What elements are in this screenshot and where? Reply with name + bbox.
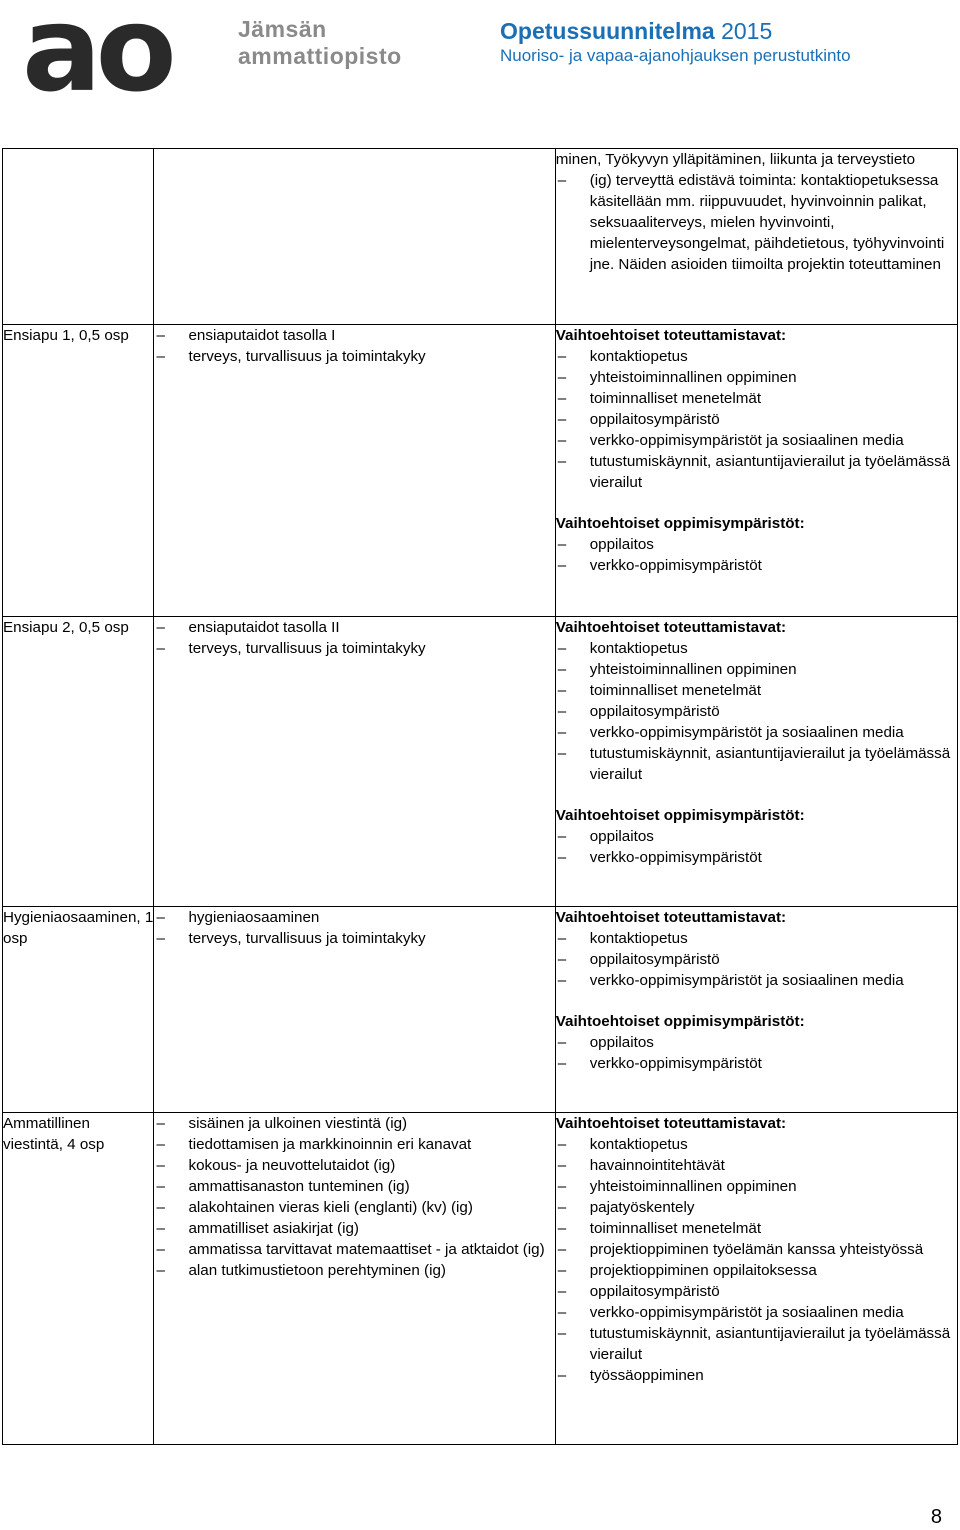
list-item: – oppilaitosympäristö <box>556 409 957 430</box>
list-item: – yhteistoiminnallinen oppiminen <box>556 367 957 388</box>
list-item: – hygieniaosaaminen <box>154 907 554 928</box>
list-item: – (ig) terveyttä edistävä toiminta: kontaktiopetuksessa käsitellään mm. riippuvuudet, hyvinvoinnin palikat, seksuaaliterveys, mielen hyvinvointi, mielenterveysongelmat, päihdetietous, työhyvinvointi jne. Näiden asioiden tiimoilta projektin toteuttaminen <box>556 170 957 275</box>
environments-heading: Vaihtoehtoiset oppimisympäristöt: <box>555 515 805 532</box>
methods-heading: Vaihtoehtoiset toteuttamistavat: <box>555 909 787 926</box>
list-item: – sisäinen ja ulkoinen viestintä (ig) <box>154 1113 554 1134</box>
list-item: – toiminnalliset menetelmät <box>556 1218 957 1239</box>
module-name: Hygieniaosaaminen, 1 osp <box>3 907 154 1113</box>
logo-text <box>238 16 402 70</box>
list-item: – ammatissa tarvittavat matemaattiset - ja atktaidot (ig) <box>154 1239 554 1260</box>
list-item: – pajatyöskentely <box>556 1197 957 1218</box>
table-row <box>3 325 958 617</box>
list-item: – verkko-oppimisympäristöt ja sosiaalinen media <box>556 970 957 991</box>
list-item: – alakohtainen vieras kieli (englanti) (kv) (ig) <box>154 1197 554 1218</box>
intro-text: minen, Työkyvyn ylläpitäminen, liikunta ja terveystieto <box>555 151 916 168</box>
ao-logo-icon <box>22 2 242 102</box>
logo-line1: Jämsän <box>238 16 327 42</box>
module-content <box>154 617 555 907</box>
list-item: – työssäoppiminen <box>556 1365 957 1386</box>
module-content <box>154 1113 555 1445</box>
list-item: – alan tutkimustietoon perehtyminen (ig) <box>154 1260 554 1281</box>
environments-heading: Vaihtoehtoiset oppimisympäristöt: <box>555 1013 805 1030</box>
module-methods <box>555 1113 957 1445</box>
list-item: – tiedottamisen ja markkinoinnin eri kanavat <box>154 1134 554 1155</box>
list-item: – ensiaputaidot tasolla I <box>154 325 554 346</box>
list-item: – terveys, turvallisuus ja toimintakyky <box>154 928 554 949</box>
module-content <box>154 907 555 1113</box>
title-year: 2015 <box>721 18 773 44</box>
list-item: – projektioppiminen työelämän kanssa yhteistyössä <box>556 1239 957 1260</box>
list-item: – oppilaitos <box>556 1032 957 1053</box>
module-name: Ensiapu 2, 0,5 osp <box>3 617 154 907</box>
list-item: – kontaktiopetus <box>556 346 957 367</box>
table-row <box>3 1113 958 1445</box>
list-item: – kontaktiopetus <box>556 638 957 659</box>
logo-line2: ammattiopisto <box>238 43 402 69</box>
list-item: – verkko-oppimisympäristöt <box>556 847 957 868</box>
table-row <box>3 149 958 325</box>
methods-heading: Vaihtoehtoiset toteuttamistavat: <box>555 619 787 636</box>
table-row <box>3 907 958 1113</box>
methods-heading: Vaihtoehtoiset toteuttamistavat: <box>555 1115 787 1132</box>
list-item: – toiminnalliset menetelmät <box>556 680 957 701</box>
list-item: – ammatilliset asiakirjat (ig) <box>154 1218 554 1239</box>
list-item: – oppilaitos <box>556 534 957 555</box>
module-name: Ensiapu 1, 0,5 osp <box>3 325 154 617</box>
list-item: – tutustumiskäynnit, asiantuntijavierailut ja työelämässä vierailut <box>556 1323 957 1365</box>
module-methods <box>555 907 957 1113</box>
list-item: – yhteistoiminnallinen oppiminen <box>556 659 957 680</box>
module-methods <box>555 617 957 907</box>
list-item: – tutustumiskäynnit, asiantuntijavierailut ja työelämässä vierailut <box>556 451 957 493</box>
list-item: – verkko-oppimisympäristöt <box>556 555 957 576</box>
list-item: – verkko-oppimisympäristöt ja sosiaalinen media <box>556 1302 957 1323</box>
list-item: – kokous- ja neuvottelutaidot (ig) <box>154 1155 554 1176</box>
list-item: – oppilaitos <box>556 826 957 847</box>
list-item: – ammattisanaston tunteminen (ig) <box>154 1176 554 1197</box>
list-item: – yhteistoiminnallinen oppiminen <box>556 1176 957 1197</box>
list-item: – terveys, turvallisuus ja toimintakyky <box>154 346 554 367</box>
module-content <box>154 149 555 325</box>
page-header <box>0 0 960 120</box>
list-item: – kontaktiopetus <box>556 928 957 949</box>
module-methods <box>555 149 957 325</box>
list-item: – verkko-oppimisympäristöt ja sosiaalinen media <box>556 722 957 743</box>
document-title <box>500 17 930 67</box>
list-item: – ensiaputaidot tasolla II <box>154 617 554 638</box>
environments-heading: Vaihtoehtoiset oppimisympäristöt: <box>555 807 805 824</box>
list-item: – oppilaitosympäristö <box>556 949 957 970</box>
title-word: Opetussuunnitelma <box>500 18 715 44</box>
module-name <box>3 149 154 325</box>
list-item: – verkko-oppimisympäristöt <box>556 1053 957 1074</box>
document-subtitle: Nuoriso- ja vapaa-ajanohjauksen perustutkinto <box>500 46 851 65</box>
list-item: – terveys, turvallisuus ja toimintakyky <box>154 638 554 659</box>
list-item: – oppilaitosympäristö <box>556 1281 957 1302</box>
curriculum-table <box>2 148 958 1445</box>
list-item: – projektioppiminen oppilaitoksessa <box>556 1260 957 1281</box>
list-item: – havainnointitehtävät <box>556 1155 957 1176</box>
module-methods <box>555 325 957 617</box>
page-number: 8 <box>930 1506 942 1528</box>
methods-heading: Vaihtoehtoiset toteuttamistavat: <box>555 327 787 344</box>
list-item: – oppilaitosympäristö <box>556 701 957 722</box>
list-item: – verkko-oppimisympäristöt ja sosiaalinen media <box>556 430 957 451</box>
list-item: – kontaktiopetus <box>556 1134 957 1155</box>
module-content <box>154 325 555 617</box>
table-row <box>3 617 958 907</box>
module-name: Ammatillinen viestintä, 4 osp <box>3 1113 154 1445</box>
list-item: – toiminnalliset menetelmät <box>556 388 957 409</box>
intro-list <box>556 170 957 275</box>
list-item: – tutustumiskäynnit, asiantuntijavierailut ja työelämässä vierailut <box>556 743 957 785</box>
logo-mark: ao <box>22 2 171 102</box>
